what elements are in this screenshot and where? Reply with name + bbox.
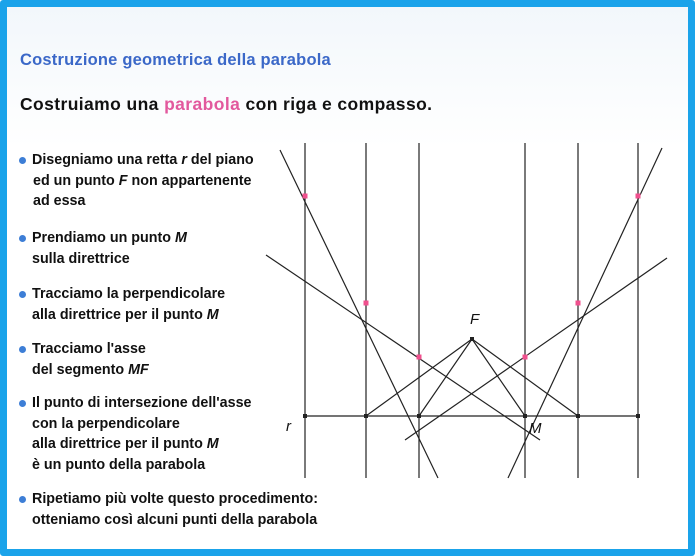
step-line: del segmento MF: [32, 361, 149, 378]
directrix-point: [523, 414, 527, 418]
directrix-point: [576, 414, 580, 418]
step-line: Il punto di intersezione dell'asse: [32, 395, 252, 411]
step-line: otteniamo così alcuni punti della parabola: [32, 511, 318, 528]
bisector-line: [280, 150, 438, 478]
step-line: con la perpendicolare: [32, 415, 180, 432]
subtitle-highlight: parabola: [164, 94, 241, 114]
focus-label: F: [470, 311, 480, 328]
step-line: alla direttrice per il punto M: [32, 436, 219, 452]
slide-title: Costruzione geometrica della parabola: [20, 51, 331, 69]
parabola-point: [523, 355, 528, 360]
directrix-point: [364, 414, 368, 418]
construction-lines: [266, 143, 667, 478]
directrix-label: r: [286, 418, 291, 435]
parabola-point: [636, 194, 641, 199]
parabola-point: [417, 355, 422, 360]
step-line: Tracciamo la perpendicolare: [32, 286, 226, 302]
step-line: ad essa: [33, 193, 86, 209]
focus-point: [470, 337, 474, 341]
step-line: Tracciamo l'asse: [32, 341, 146, 357]
parabola-point: [303, 194, 308, 199]
step-line: alla direttrice per il punto M: [32, 306, 219, 323]
step-line: Prendiamo un punto M: [32, 230, 187, 246]
subtitle-text-after: con riga e compasso.: [240, 94, 433, 114]
parabola-point: [364, 301, 369, 306]
directrix-point: [417, 414, 421, 418]
construction-points: [303, 194, 641, 419]
directrix-point: [636, 414, 640, 418]
bisector-line: [405, 258, 667, 440]
segment-mf: [419, 339, 472, 416]
step-line: Disegniamo una retta r del piano: [32, 152, 254, 168]
step-line: sulla direttrice: [32, 250, 130, 267]
step-line: Ripetiamo più volte questo procedimento:: [32, 491, 318, 507]
step-line: ed un punto F non appartenente: [33, 172, 252, 189]
step-line: è un punto della parabola: [32, 456, 206, 473]
point-m-label: M: [529, 420, 542, 437]
subtitle-text-before: Costruiamo una: [20, 94, 165, 114]
directrix-point: [303, 414, 307, 418]
segment-mf: [472, 339, 525, 416]
parabola-point: [576, 301, 581, 306]
bisector-line: [266, 255, 540, 440]
